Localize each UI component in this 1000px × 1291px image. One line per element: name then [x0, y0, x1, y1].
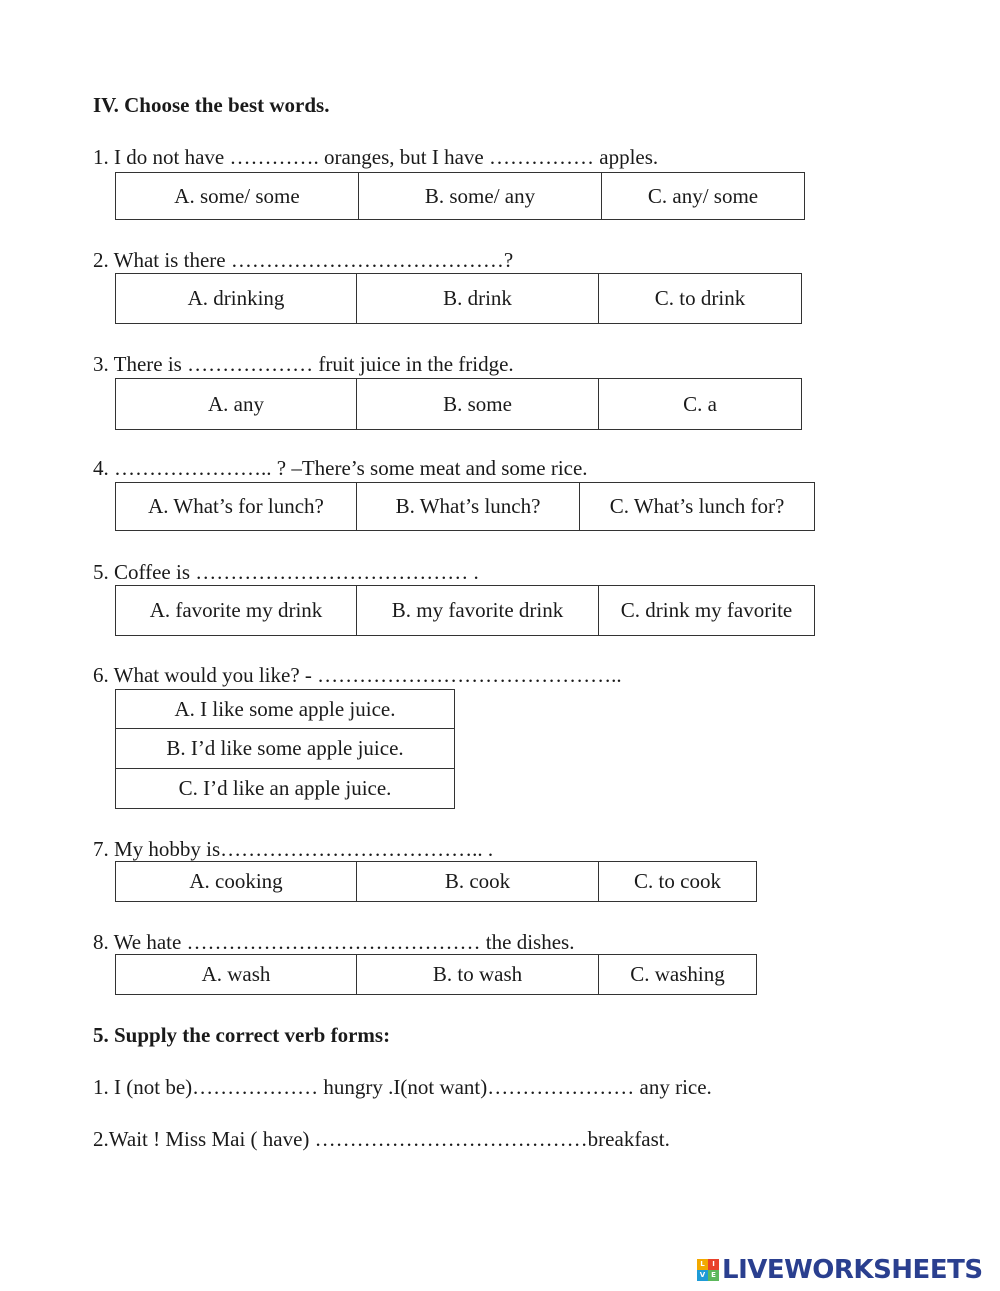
option-a[interactable]: A. What’s for lunch? — [116, 483, 357, 531]
option-a[interactable]: A. cooking — [116, 862, 357, 902]
question-2-options — [115, 273, 802, 324]
question-6-options — [115, 689, 455, 809]
question-8: 8. We hate …………………………………… the dishes. — [93, 930, 575, 954]
option-b[interactable]: B. cook — [357, 862, 599, 902]
option-a[interactable]: A. any — [116, 379, 357, 430]
logo-text: LIVEWORKSHEETS — [722, 1255, 983, 1285]
option-c[interactable]: C. drink my favorite — [599, 586, 815, 636]
option-c[interactable]: C. I’d like an apple juice. — [116, 769, 455, 809]
section-5-title: 5. Supply the correct verb forms: — [93, 1023, 391, 1047]
option-c[interactable]: C. to drink — [599, 274, 802, 324]
option-b[interactable]: B. What’s lunch? — [357, 483, 580, 531]
question-7-options — [115, 861, 757, 902]
liveworksheets-logo — [697, 1253, 983, 1287]
option-a[interactable]: A. some/ some — [116, 173, 359, 220]
question-2: 2. What is there …………………………………? — [93, 248, 514, 272]
question-4-options — [115, 482, 815, 531]
question-3: 3. There is ……………… fruit juice in the fridge. — [93, 352, 514, 376]
question-5: 5. Coffee is ………………………………… . — [93, 560, 479, 584]
option-a[interactable]: A. favorite my drink — [116, 586, 357, 636]
verb-item-2: 2.Wait ! Miss Mai ( have) …………………………………breakfast. — [93, 1127, 670, 1151]
question-6: 6. What would you like? - …………………………………….. — [93, 663, 622, 687]
question-4: 4. ………………….. ? –There’s some meat and some rice. — [93, 456, 588, 480]
question-8-options — [115, 954, 757, 995]
option-b[interactable]: B. some — [357, 379, 599, 430]
option-b[interactable]: B. some/ any — [359, 173, 602, 220]
option-b[interactable]: B. my favorite drink — [357, 586, 599, 636]
option-a[interactable]: A. wash — [116, 955, 357, 995]
question-3-options — [115, 378, 802, 430]
option-c[interactable]: C. to cook — [599, 862, 757, 902]
option-c[interactable]: C. What’s lunch for? — [580, 483, 815, 531]
option-c[interactable]: C. a — [599, 379, 802, 430]
question-1: 1. I do not have …………. oranges, but I have …………… apples. — [93, 145, 659, 169]
question-1-options — [115, 172, 805, 220]
question-7: 7. My hobby is……………………………….. . — [93, 837, 494, 861]
verb-item-1: 1. I (not be)……………… hungry .I(not want)………………… any rice. — [93, 1075, 712, 1099]
option-c[interactable]: C. any/ some — [602, 173, 805, 220]
section-4-title: IV. Choose the best words. — [93, 93, 330, 117]
option-b[interactable]: B. drink — [357, 274, 599, 324]
option-a[interactable]: A. drinking — [116, 274, 357, 324]
option-a[interactable]: A. I like some apple juice. — [116, 690, 455, 729]
option-b[interactable]: B. to wash — [357, 955, 599, 995]
question-5-options — [115, 585, 815, 636]
option-b[interactable]: B. I’d like some apple juice. — [116, 729, 455, 769]
logo-mark-icon: L I V E — [697, 1259, 719, 1281]
option-c[interactable]: C. washing — [599, 955, 757, 995]
